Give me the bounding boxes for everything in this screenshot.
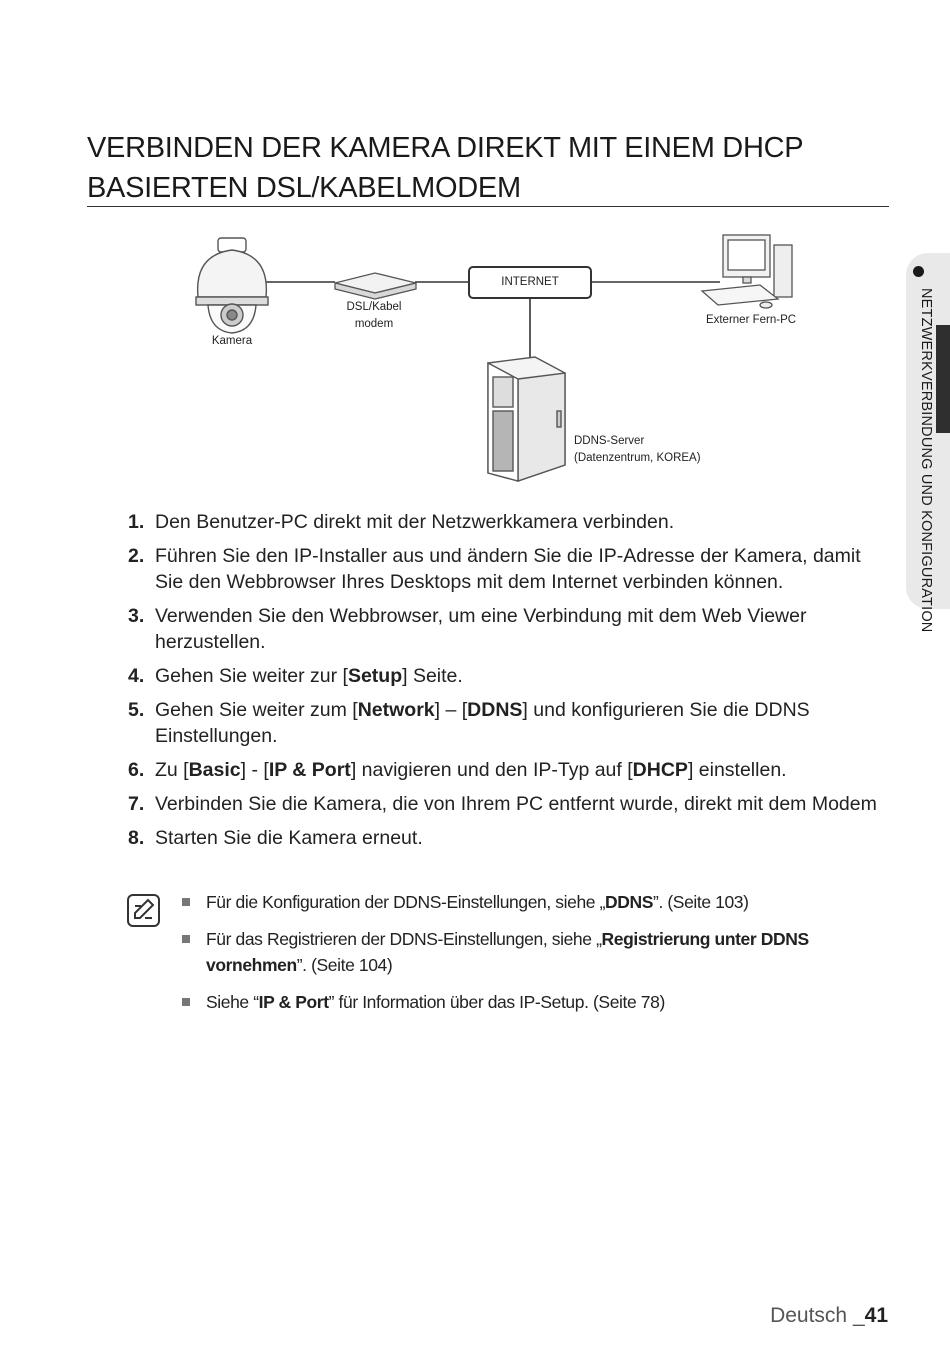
step-text: Gehen Sie weiter zum [ [155, 699, 358, 721]
step-number: 5. [128, 699, 145, 721]
step-6 [120, 757, 890, 783]
note-reference: Registrierung unter DDNS vornehmen [206, 929, 809, 975]
step-1 [120, 509, 890, 535]
step-text: ] navigieren und den IP-Typ auf [ [350, 759, 633, 781]
bullet-square-icon [182, 898, 190, 906]
note-item [181, 989, 881, 1015]
page-footer [770, 1304, 888, 1328]
menu-name: Network [357, 699, 435, 721]
step-text: ] einstellen. [687, 759, 787, 781]
modem-label-line-2: modem [354, 318, 394, 330]
title-underline [87, 206, 889, 207]
server-label-line-1: DDNS-Server [574, 435, 645, 447]
remote-pc-label: Externer Fern-PC [705, 314, 797, 326]
modem-icon [335, 273, 416, 299]
bullet-square-icon [182, 998, 190, 1006]
network-diagram [180, 225, 820, 495]
step-text: Den Benutzer-PC direkt mit der Netzwerkkamera verbinden. [155, 511, 675, 533]
modem-label-line-1: DSL/Kabel [346, 301, 402, 313]
step-text: Verbinden Sie die Kamera, die von Ihrem PC entfernt wurde, direkt mit dem Modem [155, 793, 877, 815]
notes-list [181, 889, 881, 1026]
bullet-dot-icon [913, 266, 924, 277]
menu-name: IP & Port [268, 759, 351, 781]
step-number: 8. [128, 827, 145, 849]
step-number: 6. [128, 759, 145, 781]
bullet-square-icon [182, 935, 190, 943]
step-4 [120, 663, 890, 689]
menu-name: DDNS [467, 699, 523, 721]
step-text: ] Seite. [402, 665, 463, 687]
note-text: Für die Konfiguration der DDNS-Einstellungen, siehe „ [206, 892, 606, 912]
page-number: 41 [864, 1304, 888, 1327]
footer-language: Deutsch _ [770, 1304, 865, 1327]
server-icon [488, 357, 565, 481]
server-label-line-2: (Datenzentrum, KOREA) [574, 452, 701, 464]
note-text: ” für Information über das IP-Setup. (Seite 78) [328, 992, 665, 1012]
step-2 [120, 543, 890, 595]
steps-list [120, 509, 890, 859]
note-item [181, 926, 881, 978]
step-number: 4. [128, 665, 145, 687]
page-title [87, 128, 889, 208]
note-reference: DDNS [605, 892, 654, 912]
step-text: ] - [ [240, 759, 269, 781]
step-3 [120, 603, 890, 655]
step-7 [120, 791, 890, 817]
title-line-1: VERBINDEN DER KAMERA DIREKT MIT EINEM DHCP [87, 132, 804, 164]
note-reference: IP & Port [258, 992, 329, 1012]
menu-name: DHCP [632, 759, 688, 781]
camera-icon [196, 238, 268, 333]
step-number: 2. [128, 545, 145, 567]
step-8 [120, 825, 890, 851]
step-text: Verwenden Sie den Webbrowser, um eine Verbindung mit dem Web Viewer herzustellen. [155, 605, 807, 653]
step-number: 1. [128, 511, 145, 533]
note-text: ”. (Seite 103) [653, 892, 749, 912]
menu-name: Setup [347, 665, 403, 687]
chapter-side-marker [936, 325, 950, 433]
step-text: Zu [ [155, 759, 189, 781]
diagram-graphics [180, 225, 820, 495]
step-number: 3. [128, 605, 145, 627]
step-text: Gehen Sie weiter zur [ [155, 665, 348, 687]
note-text: ”. (Seite 104) [296, 955, 393, 975]
internet-label: INTERNET [501, 276, 559, 288]
note-item [181, 889, 881, 915]
note-text: Siehe “ [206, 992, 259, 1012]
note-text: Für das Registrieren der DDNS-Einstellungen, siehe „ [206, 929, 602, 949]
note-icon [127, 894, 160, 927]
step-text: Starten Sie die Kamera erneut. [155, 827, 423, 849]
title-line-2: BASIERTEN DSL/KABELMODEM [87, 172, 521, 204]
step-text: ] – [ [434, 699, 468, 721]
menu-name: Basic [188, 759, 241, 781]
remote-pc-icon [702, 235, 792, 308]
step-number: 7. [128, 793, 145, 815]
camera-label: Kamera [211, 335, 253, 347]
step-text: Führen Sie den IP-Installer aus und ändern Sie die IP-Adresse der Kamera, damit Sie den Webbrowser Ihres Desktops mit dem Internet verbinden können. [155, 545, 861, 593]
step-text: ] und konfigurieren Sie die DDNS Einstellungen. [155, 699, 810, 747]
step-5 [120, 697, 890, 749]
chapter-side-label: NETZWERKVERBINDUNG UND KONFIGURATION [918, 288, 934, 633]
